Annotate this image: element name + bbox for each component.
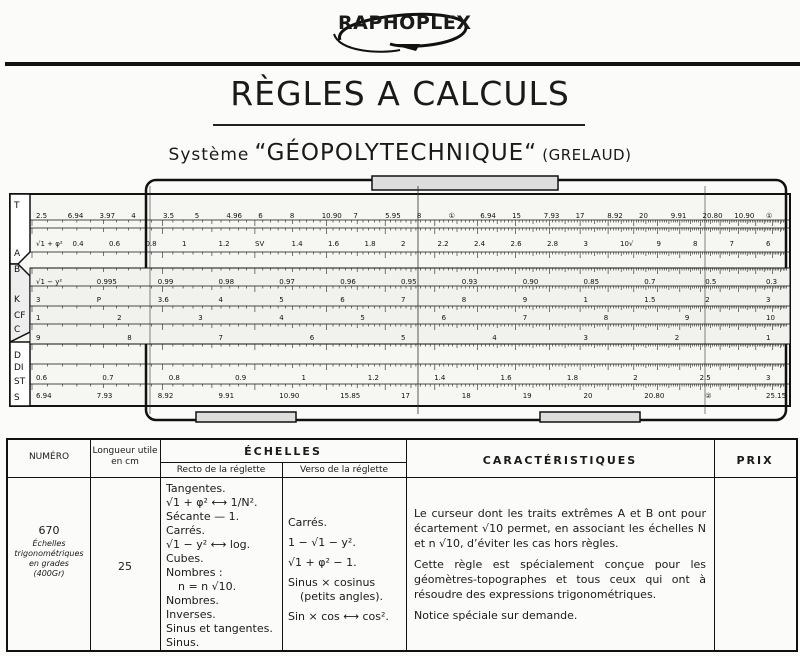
verso-line: 1 − √1 − y². <box>288 536 356 549</box>
scale-label-s: 25.15 <box>766 392 787 400</box>
scale-label-s: 15.85 <box>340 392 361 400</box>
scale-label-a: 2.2 <box>437 240 449 248</box>
scale-label-a: 7 <box>729 240 734 248</box>
scale-label-d: 2 <box>674 334 680 342</box>
scale-label-a: 2.6 <box>510 240 522 248</box>
scale-label-c: 1 <box>36 314 41 322</box>
scale-label-a: 1.8 <box>364 240 376 248</box>
scale-label-b: 0.98 <box>218 278 235 286</box>
scale-label-a: 2.8 <box>547 240 559 248</box>
recto-line: Nombres. <box>166 594 219 607</box>
scale-label-t: 4.96 <box>226 212 242 220</box>
scale-label-s: 6.94 <box>36 392 52 400</box>
scale-label-c: 4 <box>279 314 284 322</box>
scale-label-cf: P <box>96 296 102 304</box>
scale-label-d: 9 <box>36 334 41 342</box>
cell-numero <box>8 524 90 579</box>
scale-label-b: 0.96 <box>340 278 356 286</box>
scale-label-t: 10.90 <box>734 212 755 220</box>
cell-recto <box>166 482 280 650</box>
scale-label-st: 1.2 <box>367 374 379 382</box>
scale-label-t: 5.95 <box>385 212 401 220</box>
scale-label-st: 1.6 <box>500 374 512 382</box>
scale-label-c: 5 <box>360 314 365 322</box>
scale-label-t: 15 <box>512 212 522 220</box>
subtitle-name: “GÉOPOLYTECHNIQUE“ <box>254 140 538 166</box>
scale-label-d: 8 <box>127 334 132 342</box>
scale-label-t: 2.5 <box>36 212 48 220</box>
scale-label-a: 2.4 <box>474 240 486 248</box>
scale-letter-t: T <box>14 201 20 211</box>
verso-line: Sinus × cosinus <box>288 576 376 589</box>
scale-label-t: ① <box>766 212 773 220</box>
scale-label-cf: 3 <box>36 296 41 304</box>
numero-value: 670 <box>38 524 60 537</box>
recto-line: Sécante — 1. <box>166 510 240 523</box>
scale-label-st: 1.4 <box>434 374 446 382</box>
scale-label-c: 10 <box>766 314 775 322</box>
cursor-foot-right <box>540 412 640 422</box>
scale-label-st: 0.6 <box>36 374 48 382</box>
scale-label-cf: 4 <box>218 296 223 304</box>
scale-label-t: 20 <box>639 212 648 220</box>
scale-label-t: 10.90 <box>321 212 342 220</box>
recto-line: Sinus et tangentes. <box>166 622 273 635</box>
header-prix: PRIX <box>736 454 774 467</box>
header-numero: NUMÉRO <box>28 452 70 462</box>
recto-line: √1 + φ² ⟷ 1/N². <box>166 496 258 509</box>
scale-label-st: 0.9 <box>235 374 247 382</box>
scale-label-a: 9 <box>656 240 661 248</box>
scale-letter-a: A <box>14 249 21 259</box>
scale-label-t: 4 <box>131 212 136 220</box>
brand-name: RAPHOPLEX <box>338 12 472 34</box>
scale-label-cf: 9 <box>522 296 528 304</box>
scale-label-a: 0.4 <box>72 240 84 248</box>
recto-line: √1 − y² ⟷ log. <box>166 538 251 551</box>
slide-rule-illustration <box>0 172 800 434</box>
scale-label-t: 3.97 <box>99 212 116 220</box>
brand-header <box>0 0 800 70</box>
scale-label-cf: 1 <box>583 296 588 304</box>
recto-line: n = n √10. <box>178 580 237 593</box>
scale-label-c: 9 <box>684 314 690 322</box>
scale-label-a: 1.6 <box>328 240 340 248</box>
cell-verso <box>288 516 404 624</box>
scale-label-a: 1 <box>182 240 187 248</box>
scale-label-a: 0.8 <box>145 240 157 248</box>
scale-label-d: 1 <box>766 334 771 342</box>
header-recto: Recto de la réglette <box>176 465 266 475</box>
verso-line: √1 + φ² − 1. <box>288 556 357 569</box>
scale-label-cf: 6 <box>340 296 345 304</box>
recto-line: Cubes. <box>166 552 204 565</box>
scale-label-a: 6 <box>766 240 771 248</box>
cell-longueur: 25 <box>118 560 132 573</box>
cell-caracteristiques <box>414 506 706 623</box>
scale-label-st: 0.7 <box>102 374 114 382</box>
scale-label-a: 3 <box>583 240 588 248</box>
scale-label-cf: 5 <box>279 296 284 304</box>
scale-label-b: 0.97 <box>279 278 295 286</box>
scale-label-b: 0.90 <box>522 278 539 286</box>
cursor-foot-left <box>196 412 296 422</box>
scale-label-st: 1 <box>301 374 306 382</box>
recto-line: Nombres : <box>166 566 223 579</box>
page-title: RÈGLES A CALCULS <box>230 74 570 113</box>
caracteristique-paragraph: Cette règle est spécialement conçue pour les géomètres-topographes et tous ceux qui ont à résoudre des expressions trigonométriques. <box>414 558 706 601</box>
scale-label-b: 0.95 <box>401 278 417 286</box>
scale-label-s: 7.93 <box>96 392 113 400</box>
scale-label-s: 10.90 <box>279 392 300 400</box>
scale-label-d: 3 <box>583 334 588 342</box>
scale-label-b: 0.3 <box>766 278 778 286</box>
scale-label-c: 3 <box>198 314 203 322</box>
header-verso: Verso de la réglette <box>299 465 389 475</box>
scale-label-b: 0.5 <box>705 278 717 286</box>
scale-label-t: 8.92 <box>607 212 623 220</box>
scale-label-c: 2 <box>117 314 122 322</box>
scale-label-a: 10√ <box>620 240 634 248</box>
scale-label-cf: 1.5 <box>644 296 656 304</box>
subtitle-system: Système <box>168 145 250 165</box>
scale-label-cf: 8 <box>461 296 467 304</box>
scale-label-s: 8.92 <box>157 392 174 400</box>
scale-label-a: 2 <box>401 240 406 248</box>
scale-label-t: 5 <box>194 212 200 220</box>
scale-label-cf: 3.6 <box>157 296 169 304</box>
scale-label-t: 7.93 <box>543 212 560 220</box>
scale-label-s: 17 <box>401 392 410 400</box>
verso-line: (petits angles). <box>300 590 383 603</box>
scale-label-t: ① <box>448 212 455 220</box>
scale-label-s: 20 <box>583 392 593 400</box>
scale-label-st: 1.8 <box>566 374 579 382</box>
header-divider <box>5 62 800 66</box>
scale-label-s: 20.80 <box>644 392 665 400</box>
scale-label-c: 6 <box>441 314 447 322</box>
caracteristique-paragraph: Notice spéciale sur demande. <box>414 609 578 622</box>
scale-label-t: 9.91 <box>670 212 687 220</box>
scale-label-d: 6 <box>309 334 315 342</box>
scale-letter-b: B <box>14 265 21 275</box>
scale-label-t: 6 <box>258 212 263 220</box>
scale-label-a: √1 + φ² <box>36 240 63 248</box>
scale-label-a: 8 <box>693 240 698 248</box>
scale-label-cf: 7 <box>401 296 406 304</box>
subtitle-author: (GRELAUD) <box>542 146 632 164</box>
scale-letter-di: DI <box>14 363 24 373</box>
header-echelles: ÉCHELLES <box>244 445 322 458</box>
scale-label-t: 3.5 <box>163 212 175 220</box>
header-longueur: Longueur utile en cm <box>92 446 158 467</box>
scale-label-d: 5 <box>401 334 406 342</box>
scale-label-b: 0.99 <box>157 278 174 286</box>
scale-label-t: 8 <box>416 212 422 220</box>
verso-line: Carrés. <box>288 516 328 529</box>
header-caracteristiques: CARACTÉRISTIQUES <box>482 454 638 467</box>
scale-label-st: 2.5 <box>699 374 711 382</box>
scale-label-b: √1 − y² <box>36 278 63 286</box>
scale-label-cf: 2 <box>705 296 710 304</box>
recto-line: Carrés. <box>166 524 206 537</box>
scale-label-t: 20.80 <box>702 212 723 220</box>
scale-letter-d: D <box>14 351 21 361</box>
scale-label-b: 0.7 <box>644 278 656 286</box>
scale-label-b: 0.85 <box>583 278 600 286</box>
scale-label-t: 7 <box>353 212 358 220</box>
scale-letter-s: S <box>14 393 20 403</box>
scale-label-b: 0.93 <box>461 278 478 286</box>
page-subtitle <box>0 140 800 172</box>
verso-line: Sin × cos ⟷ cos². <box>288 610 389 623</box>
scale-label-s: 9.91 <box>218 392 235 400</box>
scale-label-st: 2 <box>633 374 638 382</box>
caracteristique-paragraph: Le curseur dont les traits extrêmes A et B ont pour écartement √10 permet, en associant les échelles N et n √10, d’éviter les cas hors règles. <box>414 507 706 550</box>
scale-label-a: 1.4 <box>291 240 303 248</box>
scale-letter-k: K <box>14 295 20 305</box>
recto-line: Inverses. <box>166 608 216 621</box>
scale-label-s: 18 <box>461 392 471 400</box>
scale-label-st: 3 <box>766 374 771 382</box>
scale-letter-cf: CF <box>14 311 26 321</box>
recto-line: Tangentes. <box>166 482 226 495</box>
scale-letter-st: ST <box>14 377 26 387</box>
scale-label-st: 0.8 <box>168 374 180 382</box>
scale-letter-c: C <box>14 325 21 335</box>
scale-label-a: 1.2 <box>218 240 230 248</box>
spec-table <box>6 438 798 652</box>
scale-label-a: 0.6 <box>109 240 121 248</box>
scale-label-a: SV <box>255 240 265 248</box>
scale-label-cf: 3 <box>766 296 771 304</box>
cursor-grip-top <box>372 176 558 190</box>
scale-label-d: 7 <box>218 334 223 342</box>
scale-label-s: 19 <box>522 392 532 400</box>
scale-label-t: 8 <box>289 212 295 220</box>
title-underline <box>213 124 585 126</box>
scale-label-s: ② <box>705 392 712 400</box>
scale-label-d: 4 <box>492 334 497 342</box>
scale-label-c: 7 <box>522 314 528 322</box>
numero-detail: Échelles trigonométriques en grades (400Gr) <box>14 539 84 578</box>
scale-label-t: 6.94 <box>480 212 496 220</box>
scale-label-t: 6.94 <box>67 212 84 220</box>
scale-label-t: 17 <box>575 212 585 220</box>
recto-line: Sinus. <box>166 636 200 649</box>
scale-label-b: 0.995 <box>96 278 117 286</box>
scale-label-c: 8 <box>603 314 609 322</box>
